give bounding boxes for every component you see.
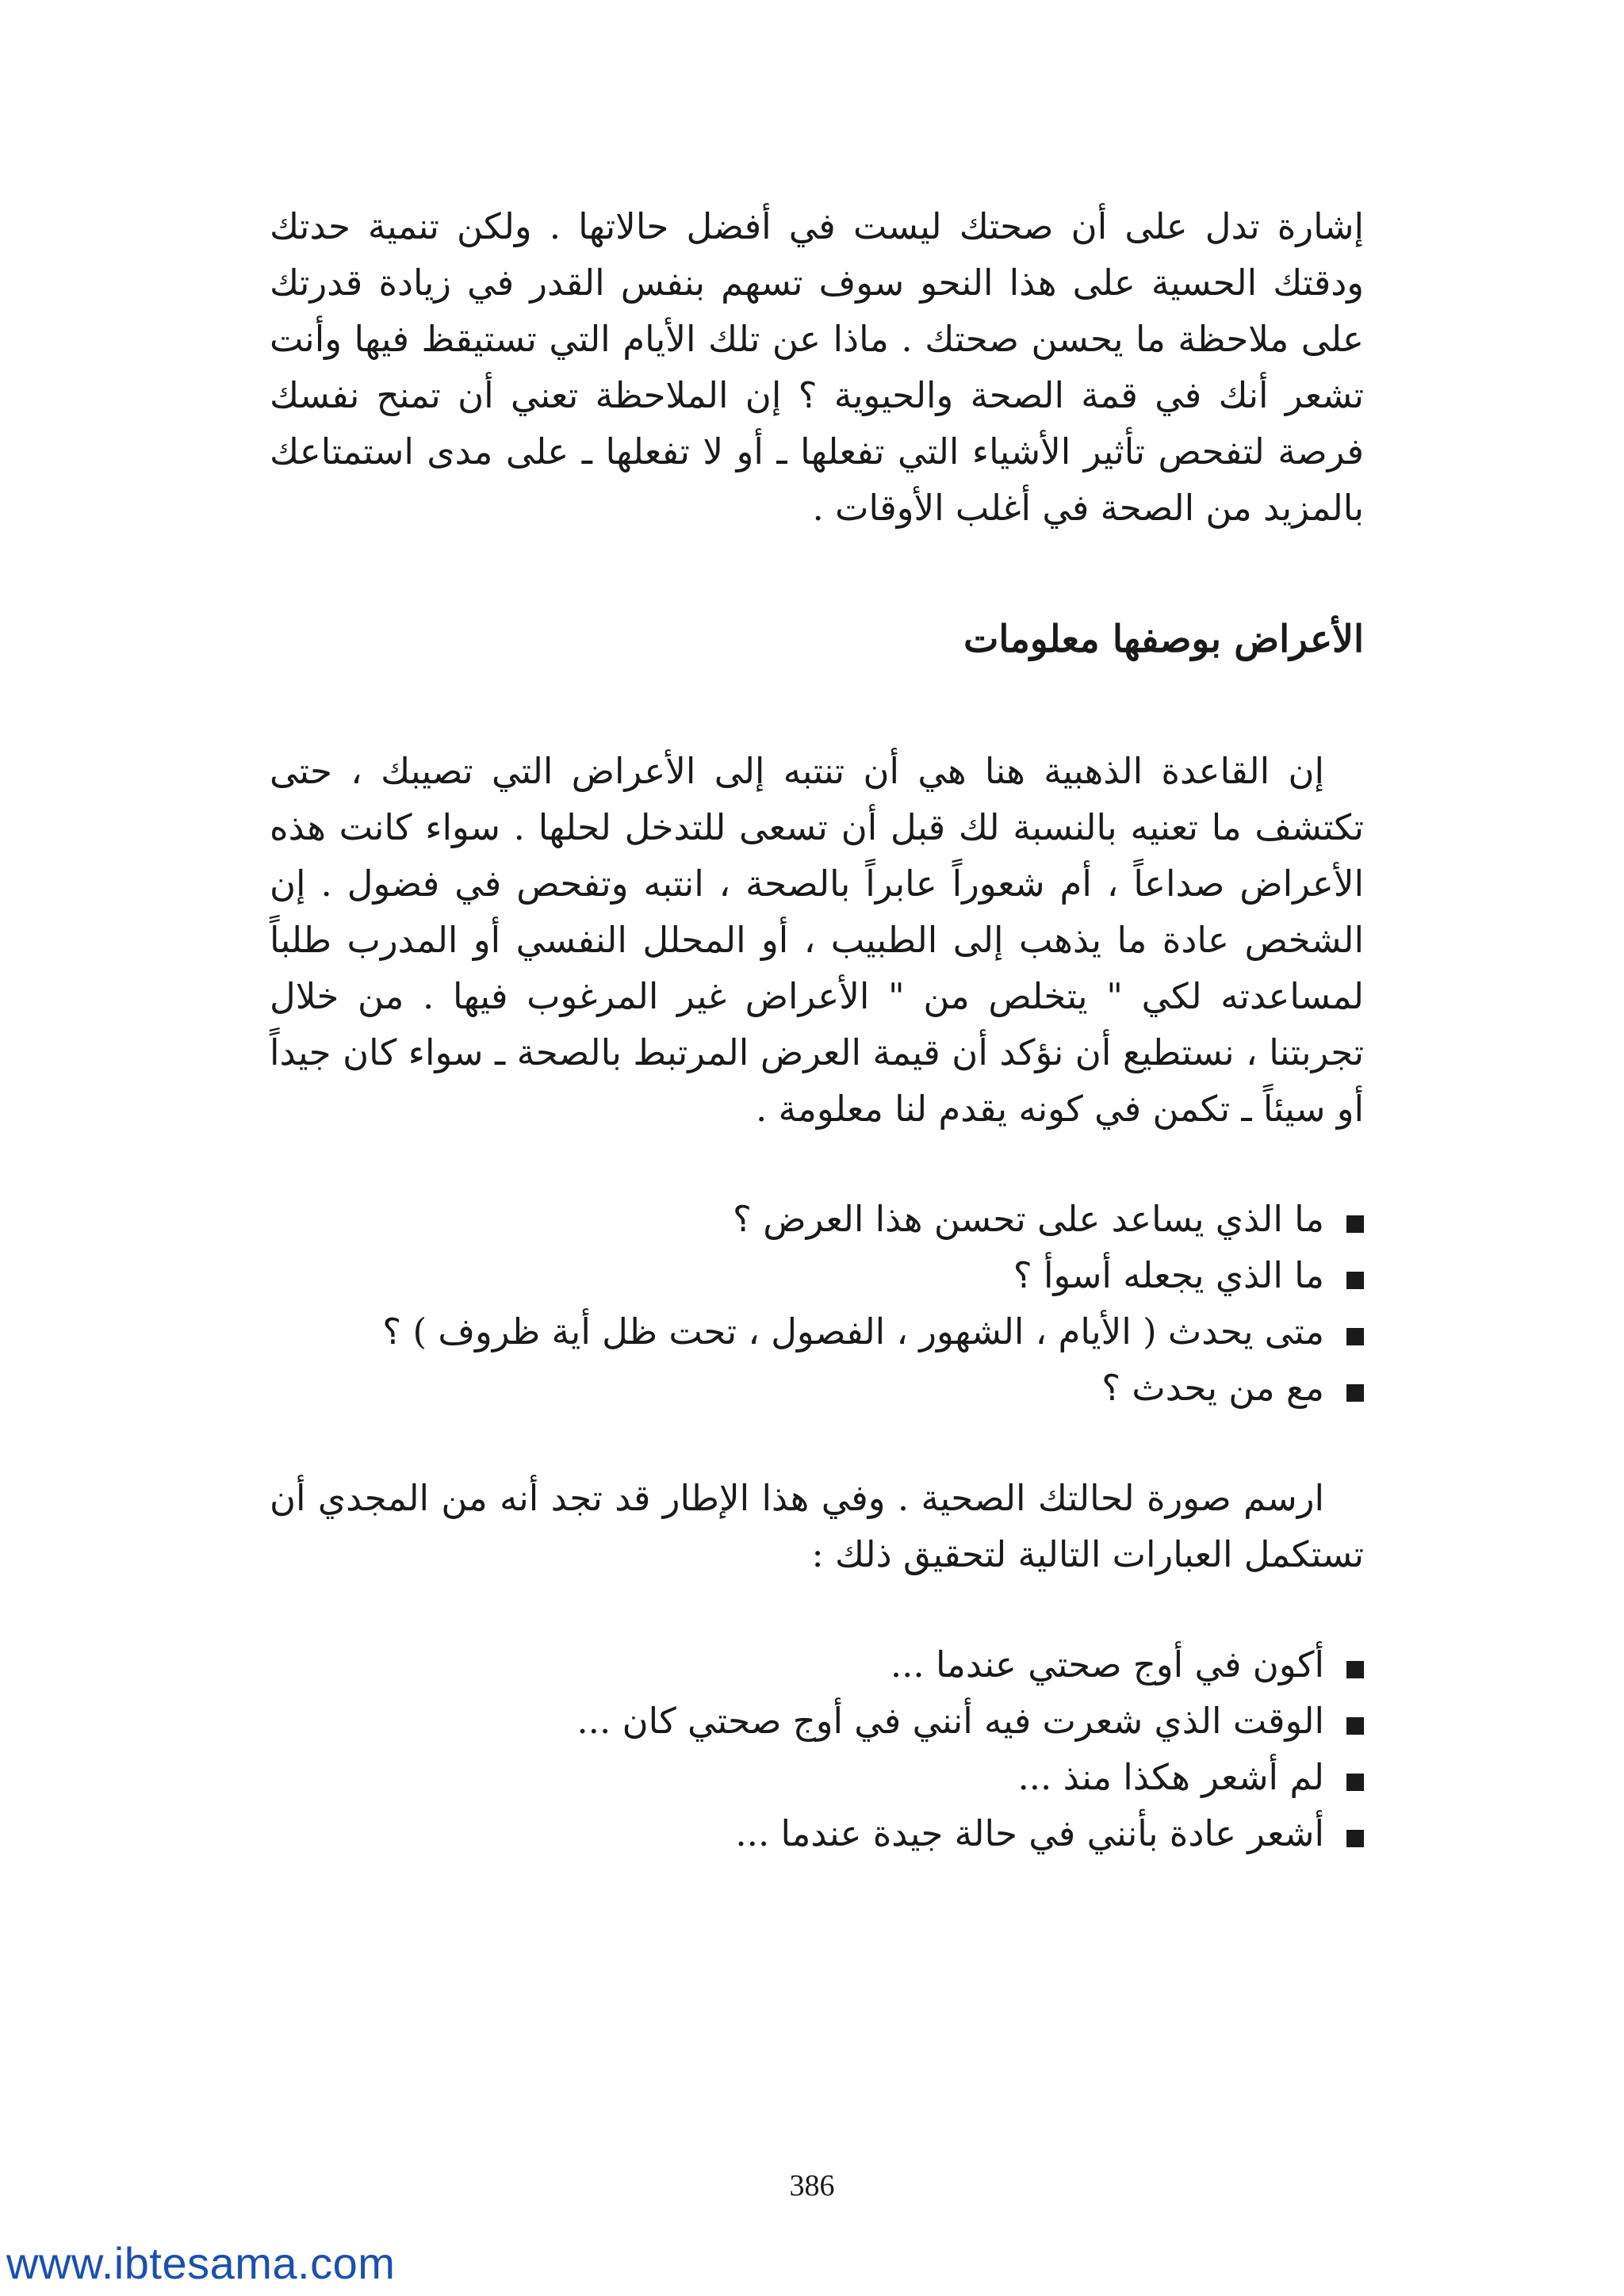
list-item xyxy=(270,1303,1364,1360)
paragraph-health-picture: ارسم صورة لحالتك الصحية . وفي هذا الإطار قد تجد أنه من المجدي أن تستكمل العبارات التالية لتحقيق ذلك : xyxy=(270,1477,1364,1575)
list-item xyxy=(270,1805,1364,1862)
list-item xyxy=(270,1749,1364,1805)
list-item-text: مع من يحدث ؟ xyxy=(1101,1367,1324,1409)
question-list xyxy=(270,1191,1364,1416)
list-item-text: أشعر عادة بأنني في حالة جيدة عندما ... xyxy=(735,1812,1324,1854)
page-body xyxy=(270,198,1364,1862)
list-item-text: أكون في أوج صحتي عندما ... xyxy=(890,1644,1324,1686)
paragraph-intro: إشارة تدل على أن صحتك ليست في أفضل حالاتها . ولكن تنمية حدتك ودقتك الحسية على هذا النحو سوف تسهم بنفس القدر في زيادة قدرتك على ملاحظة ما يحسن صحتك . ماذا عن تلك الأيام التي تستيقظ فيها وأنت تشعر أنك في قمة الصحة والحيوية ؟ إن الملاحظة تعني أن تمنح نفسك فرصة لتفحص تأثير الأشياء التي تفعلها ـ أو لا تفعلها ـ على مدى استمتاعك بالمزيد من الصحة في أغلب الأوقات . xyxy=(270,205,1364,529)
square-bullet-icon xyxy=(1346,1215,1364,1233)
list-item xyxy=(270,1247,1364,1303)
square-bullet-icon xyxy=(1346,1328,1364,1345)
page-number: 386 xyxy=(789,2169,835,2202)
list-item xyxy=(270,1693,1364,1749)
section-heading: الأعراض بوصفها معلومات xyxy=(963,618,1364,661)
list-item xyxy=(270,1360,1364,1416)
list-item xyxy=(270,1636,1364,1693)
square-bullet-icon xyxy=(1346,1661,1364,1678)
list-item-text: الوقت الذي شعرت فيه أنني في أوج صحتي كان ... xyxy=(576,1700,1324,1742)
square-bullet-icon xyxy=(1346,1384,1364,1402)
list-item xyxy=(270,1191,1364,1247)
list-item-text: ما الذي يساعد على تحسن هذا العرض ؟ xyxy=(733,1198,1324,1240)
paragraph-golden-rule: إن القاعدة الذهبية هنا هي أن تنتبه إلى الأعراض التي تصيبك ، حتى تكتشف ما تعنيه بالنسبة لك قبل أن تسعى للتدخل لحلها . سواء كانت هذه الأعراض صداعاً ، أم شعوراً عابراً بالصحة ، انتبه وتفحص في فضول . إن الشخص عادة ما يذهب إلى الطبيب ، أو المحلل النفسي أو المدرب طلباً لمساعدته لكي " يتخلص من " الأعراض غير المرغوب فيها . من خلال تجربتنا ، نستطيع أن نؤكد أن قيمة العرض المرتبط بالصحة ـ سواء كان جيداً أو سيئاً ـ تكمن في كونه يقدم لنا معلومة . xyxy=(270,750,1364,1130)
list-item-text: لم أشعر هكذا منذ ... xyxy=(1017,1756,1324,1798)
list-item-text: متى يحدث ( الأيام ، الشهور ، الفصول ، تحت ظل أية ظروف ) ؟ xyxy=(382,1311,1324,1353)
square-bullet-icon xyxy=(1346,1830,1364,1847)
square-bullet-icon xyxy=(1346,1774,1364,1791)
list-item-text: ما الذي يجعله أسوأ ؟ xyxy=(1013,1254,1324,1296)
watermark-link[interactable]: www.ibtesama.com xyxy=(6,2238,396,2288)
square-bullet-icon xyxy=(1346,1272,1364,1289)
square-bullet-icon xyxy=(1346,1717,1364,1735)
sentence-completion-list xyxy=(270,1636,1364,1862)
